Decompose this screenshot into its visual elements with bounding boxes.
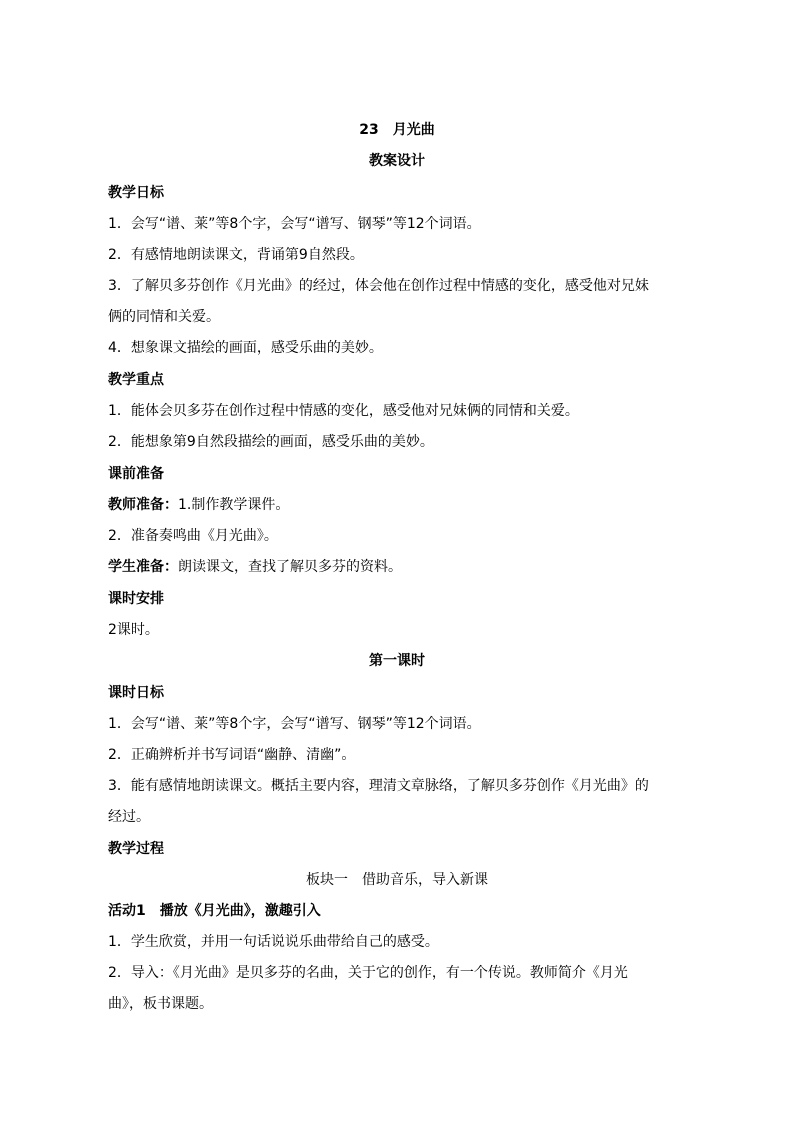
paragraph-line: 1．能体会贝多芬在创作过程中情感的变化，感受他对兄妹俩的同情和关爱。: [108, 403, 579, 419]
paragraph-line: 3．了解贝多芬创作《月光曲》的经过，体会他在创作过程中情感的变化，感受他对兄妹: [108, 278, 649, 294]
paragraph-line: 1．会写“谱、莱”等8个字，会写“谱写、钢琴”等12个词语。: [108, 716, 481, 732]
inline-text: 《月光曲》是贝多芬的名曲，关于它的创作，有一个传说。教师简介《月光: [172, 965, 628, 981]
paragraph-line: 4．想象课文描绘的画面，感受乐曲的美妙。: [108, 340, 383, 356]
centered-heading: 第一课时: [369, 653, 425, 669]
paragraph-line: 曲》，板书课题。: [108, 996, 213, 1012]
section-heading: 课时安排: [108, 591, 164, 607]
section-heading: 课时日标: [108, 685, 164, 701]
paragraph-line: 2．能想象第9自然段描绘的画面，感受乐曲的美妙。: [108, 434, 434, 450]
lesson-title-text: 月光曲: [392, 122, 435, 138]
section-heading: 教学重点: [108, 372, 164, 388]
paragraph-line: [108, 495, 718, 515]
paragraph-line: 俩的同情和关爱。: [108, 309, 220, 325]
lesson-number: 23: [359, 122, 379, 138]
section-heading: 教学过程: [108, 841, 164, 857]
paragraph-line: 3．能有感情地朗读课文。概括主要内容，理清文章脉络，了解贝多芬创作《月光曲》的: [108, 778, 649, 794]
paragraph-line: [108, 557, 718, 577]
inline-text: 朗读课文，查找了解贝多芬的资料。: [178, 559, 402, 575]
centered-heading: 板块一 借助音乐，导入新课: [306, 872, 488, 888]
activity-heading: 活动1 播放《月光曲》，激趣引入: [108, 903, 321, 919]
paragraph-line: 2．有感情地朗读课文，背诵第9自然段。: [108, 247, 364, 263]
section-heading: 教学日标: [108, 185, 164, 201]
paragraph-line: 2．正确辨析并书写词语“幽静、清幽”。: [108, 747, 356, 763]
document-subtitle: 教案设计: [369, 153, 425, 169]
paragraph-line: 2课时。: [108, 622, 159, 638]
inline-label: 学生准备：: [108, 559, 178, 575]
inline-label: 教师准备：: [108, 497, 178, 513]
lesson-title: [0, 120, 794, 140]
inline-label: 2．导入：: [108, 965, 173, 981]
paragraph-line: 2．准备奏鸣曲《月光曲》。: [108, 528, 278, 544]
paragraph-line: [108, 963, 718, 983]
section-heading: 课前准备: [108, 466, 164, 482]
paragraph-line: 经过。: [108, 809, 150, 825]
paragraph-line: 1．学生欣赏，并用一句话说说乐曲带给自己的感受。: [108, 934, 439, 950]
inline-text: 1.制作教学课件。: [178, 497, 290, 513]
paragraph-line: 1．会写“谱、莱”等8个字，会写“谱写、钢琴”等12个词语。: [108, 216, 481, 232]
